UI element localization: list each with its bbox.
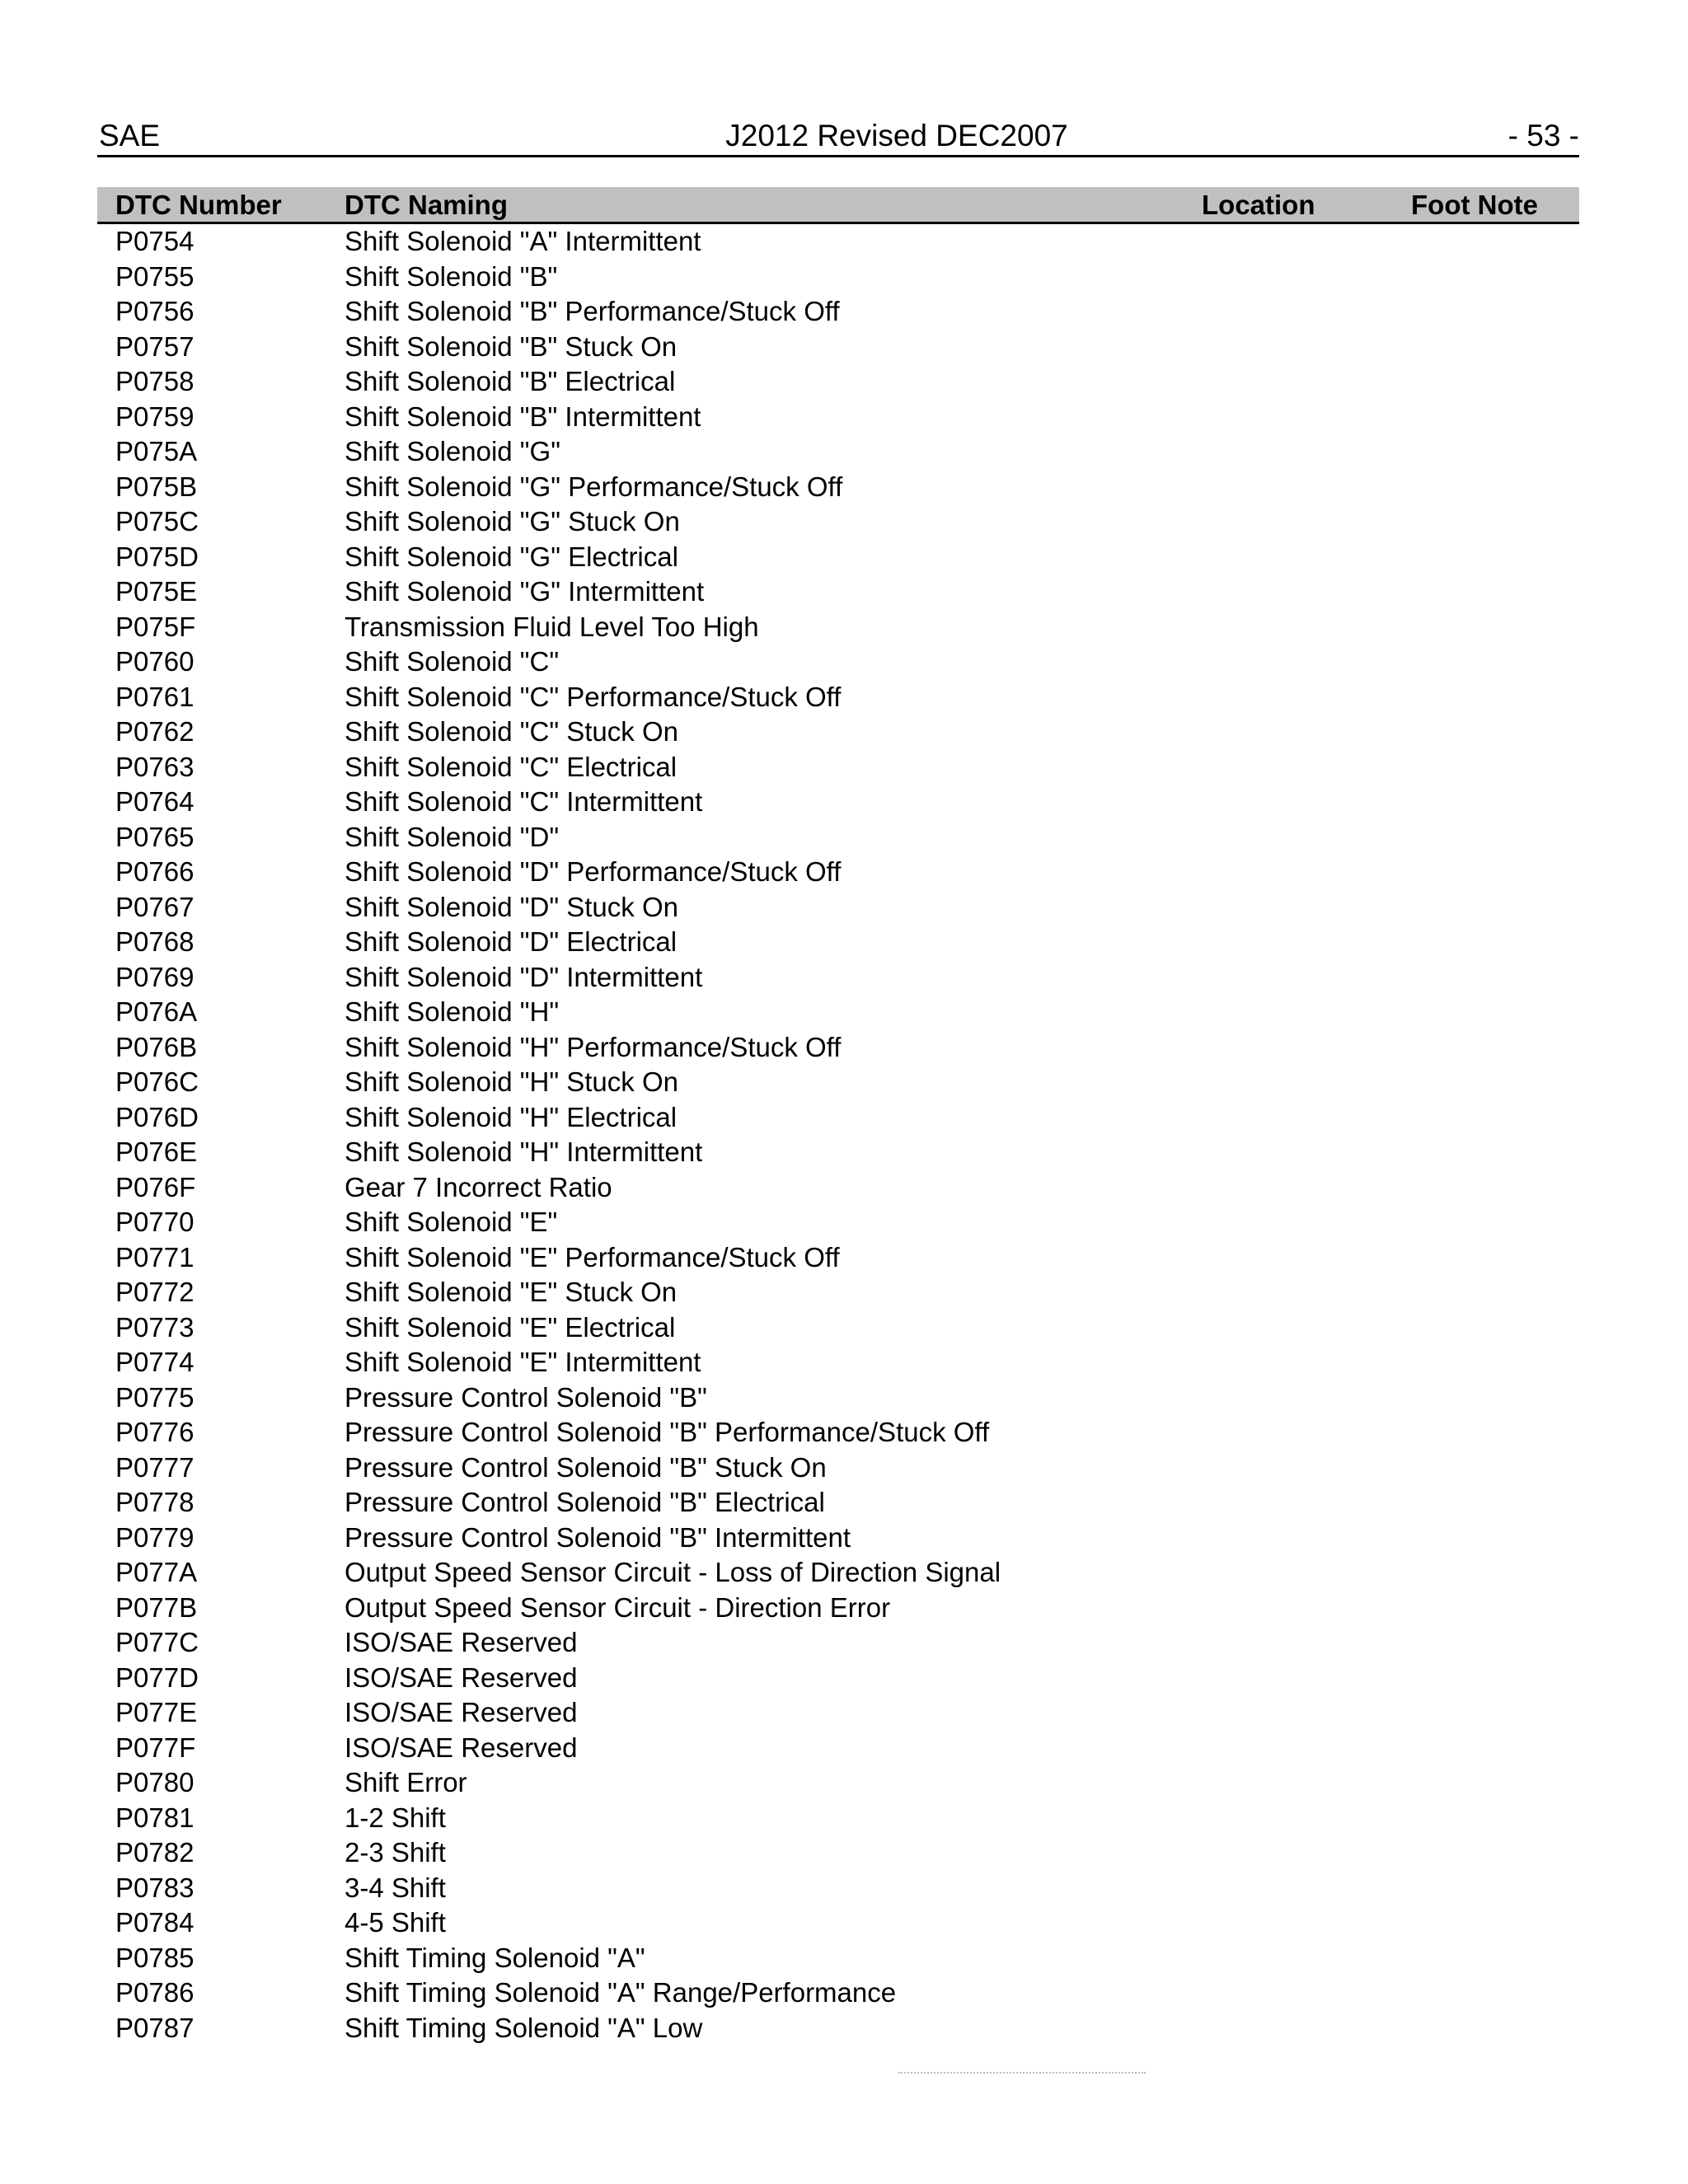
dtc-number-cell: P0761	[115, 681, 195, 712]
dtc-naming-cell: Shift Solenoid "E" Performance/Stuck Off	[345, 1241, 840, 1272]
header-org: SAE	[99, 119, 161, 152]
dtc-naming-cell: Shift Solenoid "E" Electrical	[345, 1311, 676, 1343]
table-row	[97, 1555, 1579, 1591]
dtc-number-cell: P076C	[115, 1066, 199, 1097]
table-row	[97, 540, 1579, 575]
dtc-number-cell: P0754	[115, 226, 195, 256]
column-header-dtc-number: DTC Number	[115, 190, 282, 220]
dtc-number-cell: P0757	[115, 330, 195, 362]
dtc-naming-cell: Shift Solenoid "C" Performance/Stuck Off	[345, 681, 842, 712]
dtc-naming-cell: 2-3 Shift	[345, 1837, 446, 1868]
dtc-number-cell: P075A	[115, 436, 198, 466]
dtc-naming-cell: Shift Solenoid "D" Stuck On	[345, 891, 678, 922]
table-row	[97, 1975, 1579, 2011]
dtc-number-cell: P076A	[115, 996, 198, 1027]
dtc-number-cell: P0769	[115, 961, 195, 992]
dtc-naming-cell: Shift Solenoid "E"	[345, 1207, 558, 1237]
dtc-number-cell: P0777	[115, 1451, 195, 1483]
dtc-number-cell: P077E	[115, 1697, 198, 1727]
dtc-naming-cell: Shift Timing Solenoid "A"	[345, 1942, 645, 1973]
table-row	[97, 294, 1579, 330]
table-row	[97, 260, 1579, 295]
dtc-number-cell: P0771	[115, 1241, 195, 1272]
table-row	[97, 995, 1579, 1030]
dtc-number-cell: P076B	[115, 1031, 198, 1062]
header-page-number: - 53 -	[1507, 119, 1579, 152]
dtc-naming-cell: ISO/SAE Reserved	[345, 1627, 578, 1657]
table-row	[97, 400, 1579, 435]
dtc-naming-cell: Output Speed Sensor Circuit - Loss of Direction Signal	[345, 1557, 1001, 1587]
dtc-naming-cell: Shift Error	[345, 1767, 467, 1797]
table-row	[97, 960, 1579, 996]
dtc-naming-cell: Shift Solenoid "B" Performance/Stuck Off	[345, 296, 840, 326]
table-row	[97, 715, 1579, 750]
table-row	[97, 1240, 1579, 1276]
dtc-number-cell: P0781	[115, 1802, 195, 1833]
dtc-naming-cell: Shift Solenoid "C" Stuck On	[345, 716, 678, 747]
footer-divider	[898, 2072, 1146, 2082]
column-header-location: Location	[1202, 190, 1315, 220]
dtc-number-cell: P0783	[115, 1872, 195, 1903]
dtc-naming-cell: Pressure Control Solenoid "B" Stuck On	[345, 1451, 827, 1483]
dtc-naming-cell: Shift Solenoid "G" Intermittent	[345, 576, 705, 607]
table-row	[97, 1100, 1579, 1136]
table-row	[97, 470, 1579, 505]
column-header-foot-note: Foot Note	[1411, 190, 1538, 220]
dtc-number-cell: P0756	[115, 296, 195, 326]
dtc-number-cell: P0780	[115, 1767, 195, 1797]
dtc-number-cell: P0770	[115, 1207, 195, 1237]
dtc-number-cell: P0763	[115, 751, 195, 782]
table-row	[97, 750, 1579, 785]
dtc-number-cell: P0758	[115, 366, 195, 396]
table-row	[97, 1345, 1579, 1380]
table-row	[97, 1625, 1579, 1661]
table-row	[97, 785, 1579, 820]
dtc-number-cell: P076F	[115, 1171, 196, 1202]
dtc-number-cell: P0779	[115, 1521, 195, 1553]
table-row	[97, 2011, 1579, 2046]
dtc-number-cell: P0775	[115, 1381, 195, 1413]
table-row	[97, 1275, 1579, 1310]
table-row	[97, 1941, 1579, 1976]
dtc-naming-cell: Shift Solenoid "H"	[345, 996, 560, 1027]
dtc-naming-cell: Shift Solenoid "G"	[345, 436, 560, 466]
dtc-naming-cell: Gear 7 Incorrect Ratio	[345, 1171, 612, 1202]
dtc-naming-cell: 3-4 Shift	[345, 1872, 446, 1903]
dtc-naming-cell: Shift Solenoid "G" Stuck On	[345, 506, 680, 537]
dtc-number-cell: P0762	[115, 716, 195, 747]
table-row	[97, 1135, 1579, 1170]
table-row	[97, 1380, 1579, 1416]
table-row	[97, 1661, 1579, 1696]
dtc-number-cell: P075F	[115, 611, 196, 642]
dtc-number-cell: P0766	[115, 856, 195, 887]
dtc-number-cell: P0764	[115, 786, 195, 817]
dtc-number-cell: P0778	[115, 1487, 195, 1517]
dtc-number-cell: P075C	[115, 506, 199, 537]
table-row	[97, 574, 1579, 610]
table-row	[97, 925, 1579, 960]
dtc-naming-cell: Pressure Control Solenoid "B" Electrical	[345, 1487, 825, 1517]
dtc-number-cell: P075E	[115, 576, 198, 607]
table-row	[97, 224, 1579, 260]
dtc-number-cell: P0760	[115, 646, 195, 677]
table-row	[97, 1170, 1579, 1206]
dtc-naming-cell: Shift Solenoid "C" Electrical	[345, 751, 678, 782]
table-row	[97, 1871, 1579, 1906]
dtc-naming-cell: Shift Solenoid "A" Intermittent	[345, 226, 701, 256]
dtc-naming-cell: Shift Solenoid "D" Electrical	[345, 926, 678, 957]
dtc-number-cell: P077B	[115, 1591, 198, 1623]
table-row	[97, 1695, 1579, 1731]
dtc-naming-cell: ISO/SAE Reserved	[345, 1661, 578, 1693]
table-row	[97, 1415, 1579, 1451]
dtc-number-cell: P077C	[115, 1627, 199, 1657]
dtc-naming-cell: Shift Solenoid "H" Performance/Stuck Off	[345, 1031, 842, 1062]
dtc-naming-cell: Shift Solenoid "C" Intermittent	[345, 786, 703, 817]
dtc-naming-cell: Transmission Fluid Level Too High	[345, 611, 759, 642]
table-row	[97, 1765, 1579, 1801]
dtc-naming-cell: Shift Timing Solenoid "A" Low	[345, 2012, 703, 2043]
table-row	[97, 855, 1579, 890]
dtc-number-cell: P0774	[115, 1347, 195, 1377]
table-row	[97, 1731, 1579, 1766]
dtc-number-cell: P075D	[115, 541, 199, 572]
dtc-naming-cell: Shift Solenoid "B" Intermittent	[345, 401, 701, 432]
dtc-naming-cell: Pressure Control Solenoid "B" Intermittent	[345, 1521, 851, 1553]
header-document-id: J2012 Revised DEC2007	[725, 119, 1068, 152]
dtc-naming-cell: Shift Timing Solenoid "A" Range/Performance	[345, 1977, 897, 2008]
dtc-naming-cell: Shift Solenoid "H" Electrical	[345, 1101, 678, 1132]
dtc-number-cell: P077A	[115, 1557, 198, 1587]
table-row	[97, 1591, 1579, 1626]
table-row	[97, 1905, 1579, 1941]
dtc-naming-cell: Shift Solenoid "G" Performance/Stuck Off	[345, 471, 843, 502]
dtc-number-cell: P0772	[115, 1277, 195, 1307]
dtc-naming-cell: Pressure Control Solenoid "B" Performance/Stuck Off	[345, 1417, 990, 1447]
table-row	[97, 644, 1579, 680]
table-row	[97, 1521, 1579, 1556]
table-row	[97, 610, 1579, 645]
dtc-number-cell: P076D	[115, 1101, 199, 1132]
table-row	[97, 1451, 1579, 1486]
dtc-naming-cell: 4-5 Shift	[345, 1907, 446, 1938]
table-row	[97, 1801, 1579, 1836]
dtc-naming-cell: Shift Solenoid "E" Stuck On	[345, 1277, 678, 1307]
dtc-naming-cell: 1-2 Shift	[345, 1802, 446, 1833]
table-row	[97, 1205, 1579, 1240]
table-row	[97, 434, 1579, 470]
dtc-naming-cell: Shift Solenoid "B" Stuck On	[345, 330, 678, 362]
dtc-number-cell: P0787	[115, 2012, 195, 2043]
table-body	[97, 224, 1579, 2046]
dtc-number-cell: P0759	[115, 401, 195, 432]
dtc-naming-cell: Shift Solenoid "C"	[345, 646, 560, 677]
dtc-number-cell: P0776	[115, 1417, 195, 1447]
dtc-table	[97, 187, 1579, 2046]
column-header-dtc-naming: DTC Naming	[345, 190, 508, 220]
dtc-number-cell: P0755	[115, 260, 195, 292]
dtc-number-cell: P0786	[115, 1977, 195, 2008]
page-header	[97, 117, 1579, 157]
table-row	[97, 1065, 1579, 1100]
dtc-naming-cell: Output Speed Sensor Circuit - Direction Error	[345, 1591, 891, 1623]
dtc-number-cell: P0773	[115, 1311, 195, 1343]
table-row	[97, 1835, 1579, 1871]
dtc-number-cell: P077F	[115, 1732, 196, 1763]
dtc-number-cell: P0767	[115, 891, 195, 922]
table-row	[97, 890, 1579, 926]
dtc-naming-cell: Shift Solenoid "H" Intermittent	[345, 1137, 703, 1167]
dtc-number-cell: P0768	[115, 926, 195, 957]
dtc-naming-cell: ISO/SAE Reserved	[345, 1697, 578, 1727]
dtc-naming-cell: Shift Solenoid "G" Electrical	[345, 541, 678, 572]
dtc-number-cell: P075B	[115, 471, 198, 502]
dtc-naming-cell: ISO/SAE Reserved	[345, 1732, 578, 1763]
table-row	[97, 1030, 1579, 1066]
dtc-naming-cell: Pressure Control Solenoid "B"	[345, 1381, 707, 1413]
dtc-number-cell: P0785	[115, 1942, 195, 1973]
dtc-number-cell: P077D	[115, 1661, 199, 1693]
table-row	[97, 364, 1579, 400]
dtc-naming-cell: Shift Solenoid "D" Intermittent	[345, 961, 703, 992]
dtc-number-cell: P0784	[115, 1907, 195, 1938]
dtc-number-cell: P0765	[115, 821, 195, 852]
dtc-naming-cell: Shift Solenoid "B"	[345, 260, 558, 292]
dtc-naming-cell: Shift Solenoid "H" Stuck On	[345, 1066, 678, 1097]
table-header-row	[97, 187, 1579, 224]
table-row	[97, 820, 1579, 855]
table-row	[97, 330, 1579, 365]
table-row	[97, 1485, 1579, 1521]
dtc-number-cell: P0782	[115, 1837, 195, 1868]
dtc-naming-cell: Shift Solenoid "B" Electrical	[345, 366, 676, 396]
dtc-naming-cell: Shift Solenoid "E" Intermittent	[345, 1347, 701, 1377]
dtc-naming-cell: Shift Solenoid "D"	[345, 821, 560, 852]
dtc-naming-cell: Shift Solenoid "D" Performance/Stuck Off	[345, 856, 842, 887]
table-row	[97, 1310, 1579, 1346]
table-row	[97, 680, 1579, 715]
dtc-number-cell: P076E	[115, 1137, 198, 1167]
table-row	[97, 504, 1579, 540]
